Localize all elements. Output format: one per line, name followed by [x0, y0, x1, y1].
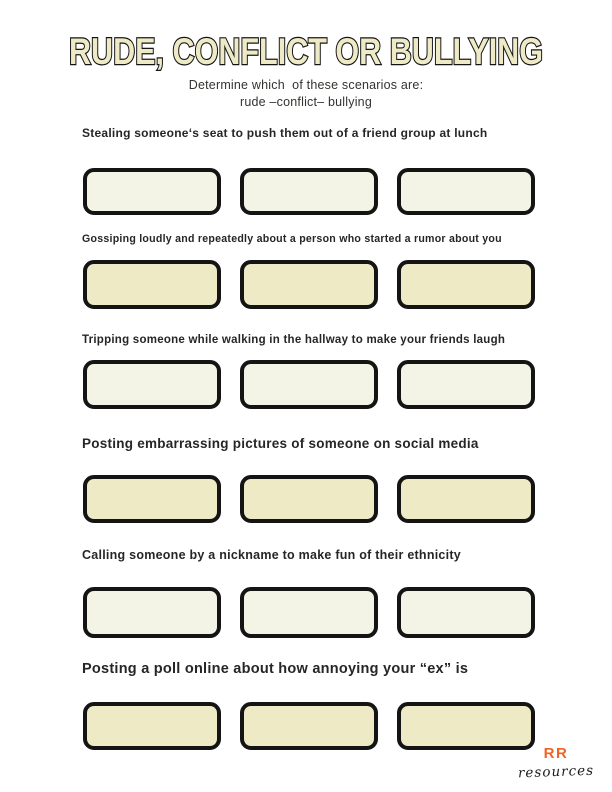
answer-box[interactable]	[397, 475, 535, 523]
page-title: RUDE, CONFLICT OR BULLYING	[69, 31, 543, 72]
answer-box[interactable]	[397, 587, 535, 638]
answer-box[interactable]	[240, 702, 378, 750]
logo-initials: RR	[543, 745, 569, 762]
answer-box[interactable]	[83, 260, 221, 309]
answer-box[interactable]	[83, 168, 221, 215]
subtitle-line-2: rude –conflict– bullying	[240, 95, 372, 109]
scenario-5-answer-row	[83, 587, 535, 638]
answer-box[interactable]	[397, 168, 535, 215]
answer-box[interactable]	[83, 475, 221, 523]
answer-box[interactable]	[397, 260, 535, 309]
scenario-2-label: Gossiping loudly and repeatedly about a person who started a rumor about you	[82, 233, 502, 245]
scenario-2-answer-row	[83, 260, 535, 309]
scenario-1-label: Stealing someone‘s seat to push them out of a friend group at lunch	[82, 126, 488, 140]
subtitle-line-1: Determine which of these scenarios are:	[188, 78, 424, 92]
answer-box[interactable]	[83, 587, 221, 638]
answer-box[interactable]	[397, 360, 535, 409]
answer-box[interactable]	[397, 702, 535, 750]
answer-box[interactable]	[240, 475, 378, 523]
scenario-6-answer-row	[83, 702, 535, 750]
answer-box[interactable]	[240, 260, 378, 309]
scenario-1-answer-row	[83, 168, 535, 215]
scenario-6-label: Posting a poll online about how annoying your “ex” is	[82, 661, 469, 677]
scenario-4-answer-row	[83, 475, 535, 523]
logo-script-name: resources	[517, 762, 595, 782]
answer-box[interactable]	[240, 168, 378, 215]
scenario-3-answer-row	[83, 360, 535, 409]
scenario-4-label: Posting embarrassing pictures of someone on social media	[82, 436, 479, 451]
answer-box[interactable]	[83, 360, 221, 409]
answer-box[interactable]	[240, 587, 378, 638]
answer-box[interactable]	[240, 360, 378, 409]
answer-box[interactable]	[83, 702, 221, 750]
page-title-art	[0, 0, 612, 80]
scenario-3-label: Tripping someone while walking in the hallway to make your friends laugh	[82, 334, 506, 346]
rr-resources-logo	[506, 745, 606, 780]
scenario-5-label: Calling someone by a nickname to make fun of their ethnicity	[82, 548, 461, 562]
